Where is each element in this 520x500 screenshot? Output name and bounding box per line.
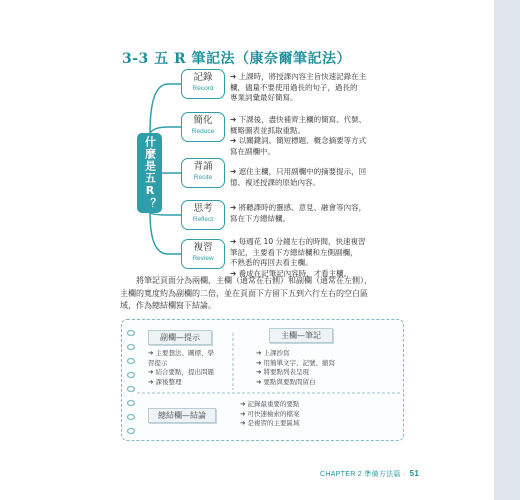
summary-column-tag: 總結欄—結論	[148, 408, 216, 423]
desc-line: 概略圖表並抓取重點。	[230, 125, 305, 135]
side-item: ➔ 結合要點，提出問題	[148, 368, 215, 376]
main-item: ➔ 將要點列表呈現	[256, 368, 310, 376]
side-column-tag: 副欄—提示	[148, 330, 212, 345]
main-item: ➔ 上課抄寫	[256, 349, 290, 357]
desc-line: 不熟悉的再回去看主欄。	[230, 258, 313, 267]
step-reduce-english: Reduce	[191, 128, 215, 135]
step-record-title: 記錄	[193, 72, 213, 83]
paragraph-line: 將筆記頁面分為兩欄，主欄（通常在右側）和副欄（通常在左側），	[136, 276, 372, 285]
page-footer	[320, 469, 419, 479]
desc-line: 筆記，主要看下方總結欄和左側副欄，	[230, 247, 358, 257]
summary-column-items	[240, 400, 300, 429]
main-column-items	[256, 349, 335, 387]
side-item: 習提示	[148, 358, 168, 367]
step-recite-title: 背誦	[193, 161, 213, 172]
desc-line: ➔ 將聽課時的靈感、意見、融會等內容，	[230, 203, 367, 212]
desc-line: ➔ 以關鍵詞、簡短標題、概念摘要等方式	[230, 136, 367, 145]
step-record-english: Record	[192, 85, 214, 92]
page-number: 51	[409, 469, 420, 478]
step-recite-english: Recite	[193, 174, 213, 181]
desc-line: ➔ 養成在記筆記內容時，才看主欄。	[230, 268, 352, 278]
paragraph-line: 域，作為總結欄寫下結論。	[120, 301, 216, 310]
desc-line: ➔ 下課後，盡快補齊主欄的簡寫、代號、	[230, 115, 367, 124]
desc-line: 憶、複述授課的原始內容。	[230, 177, 320, 187]
main-item: ➔ 用簡單文字、記號、縮寫	[256, 358, 336, 367]
chapter-label: CHAPTER 2 準備方法篇 ·	[320, 471, 406, 478]
step-reflect-english: Reflect	[192, 216, 214, 223]
section-heading: 3-3 五 R 筆記法（康奈爾筆記法）	[122, 51, 352, 67]
step-reduce-title: 簡化	[193, 115, 213, 126]
main-item: ➔ 要點與要點間留白	[256, 377, 316, 386]
side-item: ➔ 課後整理	[148, 377, 182, 386]
desc-line: 專業詞彙最好簡寫。	[230, 93, 298, 102]
paragraph-line: 主欄的寬度約為副欄的二倍，並在頁面下方留下五到六行左右的空白區	[120, 288, 368, 298]
step-review-title: 複習	[193, 242, 213, 253]
summary-item: ➔ 是複習的主要區域	[240, 419, 300, 427]
desc-line: ➔ 遮住主欄，只用副欄中的摘要提示，回	[230, 167, 367, 176]
desc-line: ➔ 上課時，將授課內容主旨快速記錄在主	[230, 72, 367, 81]
what-is-5r-label: 什麼是五R？	[137, 133, 162, 213]
side-column-items	[148, 349, 214, 387]
side-item: ➔ 主要想法、圖標、學	[148, 349, 215, 357]
desc-line: 寫在副欄中。	[230, 146, 275, 156]
summary-item: ➔ 記錄最重要的要點	[240, 400, 300, 408]
desc-line: 欄，儘量不要使用過長的句子，過長的	[230, 82, 358, 92]
desc-line: 寫在下方總結欄。	[230, 213, 290, 223]
desc-line: ➔ 每週花 10 分鐘左右的時間，快速複習	[230, 237, 366, 246]
step-review-english: Review	[192, 255, 214, 262]
step-reflect-title: 思考	[193, 203, 213, 214]
main-column-tag: 主欄—筆記	[269, 328, 333, 343]
summary-item: ➔ 可快速檢索的檔案	[240, 409, 300, 418]
